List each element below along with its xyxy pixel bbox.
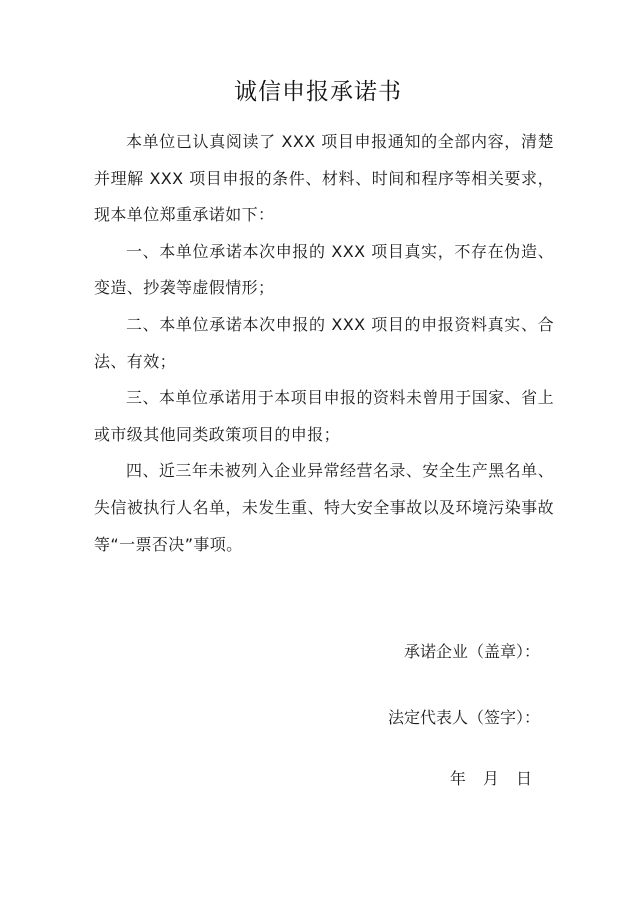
- commitment-item-3: 三、本单位承诺用于本项目申报的资料未曾用于国家、省上或市级其他同类政策项目的申报；: [94, 388, 554, 444]
- document-title: 诚信申报承诺书: [234, 79, 402, 105]
- commitment-item-2: 二、本单位承诺本次申报的 XXX 项目的申报资料真实、合法、有效；: [94, 314, 554, 371]
- commitment-item-4: 四、近三年未被列入企业异常经营名录、安全生产黑名单、失信被执行人名单，未发生重、特大安全事故以及环境污染事故等“一票否决”事项。: [94, 461, 554, 554]
- company-seal-label: 承诺企业（盖章）：: [403, 642, 540, 661]
- document-body: [94, 124, 554, 563]
- date-label: 年 月 日: [449, 769, 538, 788]
- commitment-item-1: 一、本单位承诺本次申报的 XXX 项目真实，不存在伪造、变造、抄袭等虚假情形；: [94, 241, 554, 298]
- legal-representative-signature-label: 法定代表人（签字）：: [387, 708, 540, 727]
- intro-paragraph: 本单位已认真阅读了 XXX 项目申报通知的全部内容，清楚并理解 XXX 项目申报的条件、材料、时间和程序等相关要求，现本单位郑重承诺如下：: [94, 132, 554, 225]
